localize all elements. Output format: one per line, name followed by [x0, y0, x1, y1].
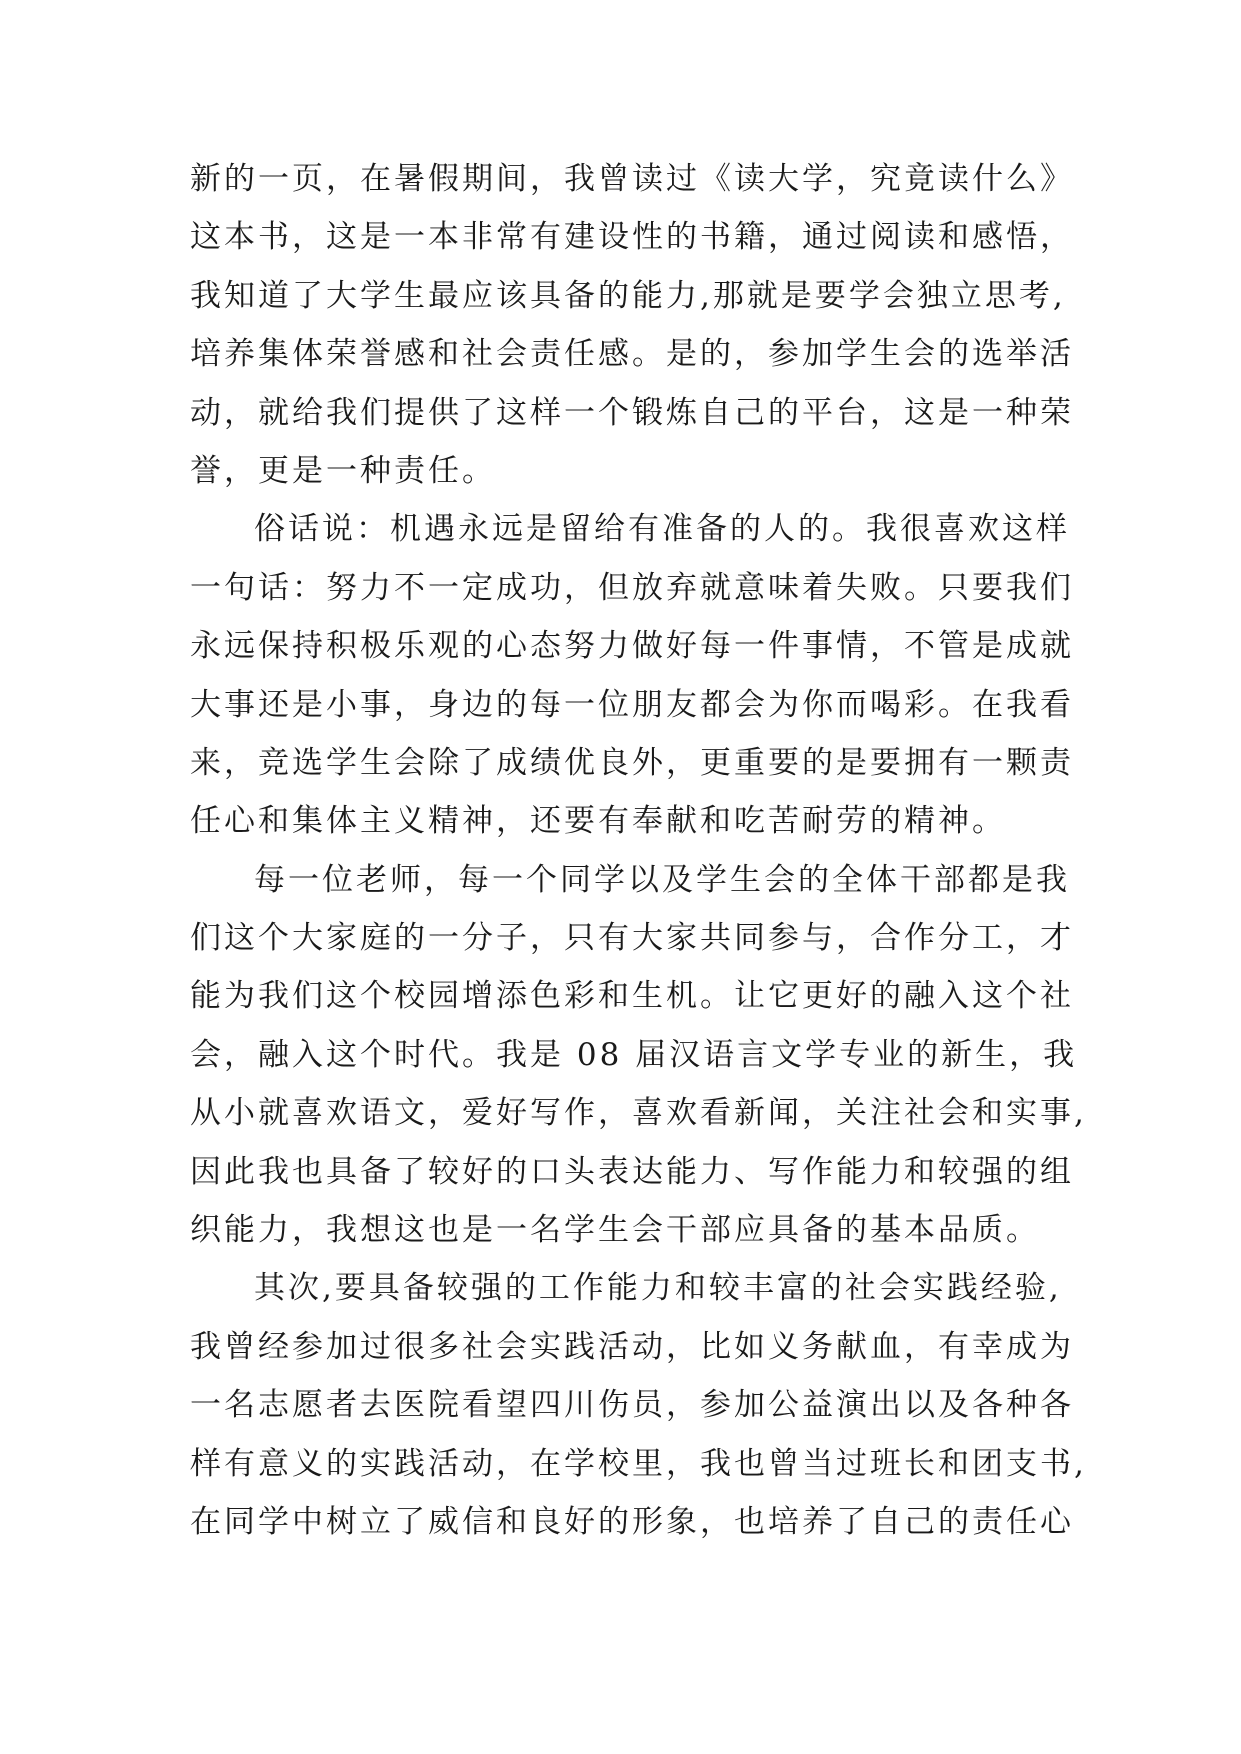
text-line: 因此我也具备了较好的口头表达能力、写作能力和较强的组: [190, 1153, 1074, 1190]
text-line: 样有意义的实践活动，在学校里，我也曾当过班长和团支书,: [190, 1445, 1087, 1482]
text-line: 动，就给我们提供了这样一个锻炼自己的平台，这是一种荣: [190, 394, 1074, 431]
text-line: 培养集体荣誉感和社会责任感。是的，参加学生会的选举活: [190, 336, 1074, 373]
text-line: 能为我们这个校园增添色彩和生机。让它更好的融入这个社: [190, 978, 1074, 1015]
text-line: 誉，更是一种责任。: [190, 452, 496, 489]
body-text: [190, 150, 1090, 1551]
text-line: 一句话：努力不一定成功，但放弃就意味着失败。只要我们: [190, 569, 1074, 606]
text-line: 俗话说：机遇永远是留给有准备的人的。我很喜欢这样: [254, 511, 1070, 548]
text-line: 从小就喜欢语文，爱好写作，喜欢看新闻，关注社会和实事,: [190, 1095, 1087, 1132]
text-line: 来，竞选学生会除了成绩优良外，更重要的是要拥有一颗责: [190, 744, 1074, 781]
text-line: 们这个大家庭的一分子，只有大家共同参与，合作分工，才: [190, 920, 1074, 957]
text-line: 每一位老师，每一个同学以及学生会的全体干部都是我: [254, 861, 1070, 898]
text-line: 这本书，这是一本非常有建设性的书籍，通过阅读和感悟，: [190, 219, 1074, 256]
text-line: 永远保持积极乐观的心态努力做好每一件事情，不管是成就: [190, 628, 1074, 665]
text-line: 其次,要具备较强的工作能力和较丰富的社会实践经验,: [254, 1270, 1062, 1307]
text-line: 在同学中树立了威信和良好的形象，也培养了自己的责任心: [190, 1503, 1074, 1540]
text-line: 我知道了大学生最应该具备的能力,那就是要学会独立思考,: [190, 277, 1066, 314]
text-line: 我曾经参加过很多社会实践活动，比如义务献血，有幸成为: [190, 1328, 1074, 1365]
text-line: 会，融入这个时代。我是 08 届汉语言文学专业的新生，我: [190, 1036, 1078, 1073]
text-line: 织能力，我想这也是一名学生会干部应具备的基本品质。: [190, 1212, 1040, 1249]
text-line: 一名志愿者去医院看望四川伤员，参加公益演出以及各种各: [190, 1387, 1074, 1424]
text-line: 新的一页，在暑假期间，我曾读过《读大学，究竟读什么》: [190, 161, 1074, 197]
text-line: 任心和集体主义精神，还要有奉献和吃苦耐劳的精神。: [190, 803, 1006, 840]
text-line: 大事还是小事，身边的每一位朋友都会为你而喝彩。在我看: [190, 686, 1074, 723]
